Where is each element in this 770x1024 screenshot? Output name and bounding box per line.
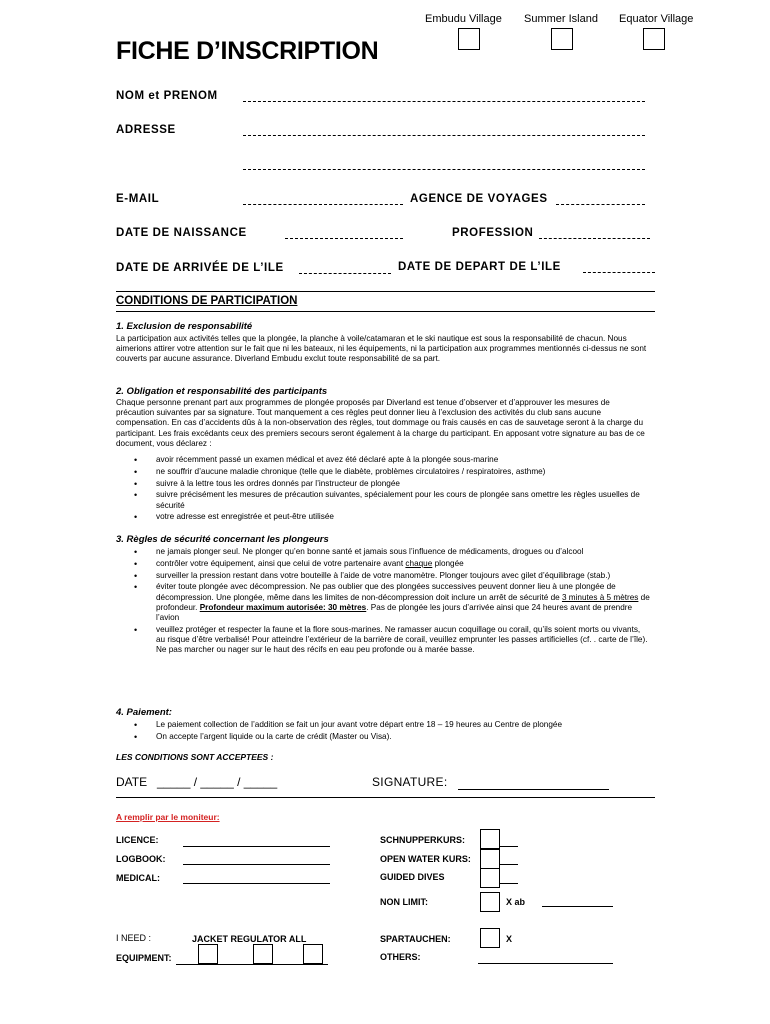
agence-label: AGENCE DE VOYAGES (410, 193, 548, 205)
section-2-list (130, 455, 650, 524)
guided-dives-line (500, 883, 518, 884)
village-label-summer: Summer Island (524, 13, 598, 25)
guided-dives-checkbox[interactable] (480, 868, 500, 888)
list-item: • ne souffrir d’aucune maladie chronique (telle que le diabète, problèmes circulatoires / respiratoires, asthme) (130, 467, 650, 477)
ineed-label: I NEED : (116, 933, 152, 943)
moniteur-heading: A remplir par le moniteur: (116, 812, 220, 822)
x-label: X (506, 934, 513, 944)
date-label: DATE (116, 775, 148, 789)
list-item: • veuillez protéger et respecter la faune et la flore sous-marines. Ne ramasser aucun coquillage ou corail, qu’ils soient morts ou vivants, au risque d’être verbalisé! Pour atteindre l’extérieur de la barrière de corail, veuillez emprunter les passes artificielles (cf. . carte de l’île). Ne pas marcher ou nager sur le haut des récifs en eau peu profonde ou à marée basse. (130, 625, 650, 656)
signature-field[interactable] (458, 789, 609, 790)
email-label: E-MAIL (116, 193, 160, 205)
nonlimit-label: NON LIMIT: (380, 897, 428, 907)
list-item (130, 559, 650, 569)
checkbox-embudu[interactable] (458, 28, 480, 50)
profession-label: PROFESSION (452, 227, 534, 239)
section-2-text: Chaque personne prenant part aux programmes de plongée proposés par Diverland est tenue d’observer et d’approuver les mesures de précaution suivantes par sa signature. Tout manquement a ces règles peut donner lieu à l’exclusion des activités du club sans aucune compensation. En cas d’accidents dûs à la non-observation des règles, tout dommage ou frais causés en cas de sauvetage seront à la charge du participant. Les frais excédants ceux des premiers secours seront également à la charge du participant. En apposant votre signature au bas de ce document, vous déclarez : (116, 398, 645, 448)
section-3-list (130, 547, 650, 657)
medical-field[interactable] (183, 883, 330, 884)
schnupperkurs-line (500, 846, 518, 847)
all-checkbox[interactable] (303, 944, 323, 964)
logbook-label: LOGBOOK: (116, 854, 166, 864)
schnupperkurs-checkbox[interactable] (480, 829, 500, 849)
logbook-field[interactable] (183, 864, 330, 865)
signature-label: SIGNATURE: (372, 775, 448, 789)
arrivee-field[interactable] (299, 273, 391, 274)
licence-label: LICENCE: (116, 835, 159, 845)
conditions-accepted: LES CONDITIONS SONT ACCEPTEES : (116, 752, 274, 762)
divider-bottom (116, 797, 655, 798)
depart-label: DATE DE DEPART DE L’ILE (398, 261, 561, 273)
adresse-label: ADRESSE (116, 124, 176, 136)
section-3-title: 3. Règles de sécurité concernant les plongeurs (116, 534, 329, 545)
depart-field[interactable] (583, 272, 655, 273)
section-2-title: 2. Obligation et responsabilité des participants (116, 386, 328, 397)
village-label-equator: Equator Village (619, 13, 694, 25)
list-item: • suivre à la lettre tous les ordres donnés par l’instructeur de plongée (130, 479, 650, 489)
list-item: • On accepte l’argent liquide ou la carte de crédit (Master ou Visa). (130, 732, 650, 742)
list-item: • avoir récemment passé un examen médical et avez été déclaré apte à la plongée sous-marine (130, 455, 650, 465)
guided-dives-label: GUIDED DIVES (380, 872, 445, 882)
others-field[interactable] (478, 963, 613, 964)
section-4-list (130, 720, 650, 744)
equipment-label: EQUIPMENT: (116, 953, 172, 963)
list-item: • Le paiement collection de l’addition se fait un jour avant votre départ entre 18 – 19 heures au Centre de plongée (130, 720, 650, 730)
medical-label: MEDICAL: (116, 873, 160, 883)
openwater-checkbox[interactable] (480, 849, 500, 869)
adresse-field-2[interactable] (243, 169, 645, 170)
spartauchen-checkbox[interactable] (480, 928, 500, 948)
village-label-embudu: Embudu Village (425, 13, 502, 25)
list-text: contrôler votre équipement, ainsi que celui de votre partenaire avant (156, 558, 406, 568)
list-text-underlined: 3 minutes à 5 mètres (561, 592, 639, 602)
email-field[interactable] (243, 204, 403, 205)
nom-field[interactable] (243, 101, 645, 102)
section-1-text: La participation aux activités telles que la plongée, la planche à voile/catamaran et le ski nautique est sous la responsabilité de chacun. Nous aimerions attirer votre attention sur le fait que ni les bateaux, ni les équipements, ni la participation aux programmes mentionnés ci-dessus ne sont couverts par aucune assurance. Diverland Embudu exclut toute responsabilité de sa part. (116, 334, 647, 364)
section-1-title: 1. Exclusion de responsabilité (116, 321, 253, 332)
page-title: FICHE D’INSCRIPTION (116, 37, 379, 65)
list-item: • suivre précisément les mesures de précaution suivantes, spécialement pour les cours de plongée sans omettre les règles usuelles de sécurité (130, 490, 650, 510)
list-text: éviter toute plongée avec décompression. Ne pas oublier que des plongées successives peuvent donner lieu à une plongée de décompression. Une plongée, même dans les limites de non-décompression doit inclure un arrêt de sécurité de (156, 582, 616, 602)
adresse-field-1[interactable] (243, 135, 645, 136)
checkbox-equator[interactable] (643, 28, 665, 50)
others-label: OTHERS: (380, 952, 421, 962)
divider-conditions (116, 311, 655, 312)
x-ab-label: X ab (506, 897, 526, 907)
list-text: plongée (432, 558, 464, 568)
arrivee-label: DATE DE ARRIVÉE DE L’ILE (116, 262, 284, 274)
list-item: • votre adresse est enregistrée et peut-être utilisée (130, 512, 650, 522)
list-text-underlined-bold: Profondeur maximum autorisée: 30 mètres (199, 602, 367, 612)
list-text-underlined: chaque (405, 558, 433, 568)
openwater-line (500, 864, 518, 865)
licence-field[interactable] (183, 846, 330, 847)
equipment-line (176, 964, 328, 965)
regulator-checkbox[interactable] (253, 944, 273, 964)
nom-label: NOM et PRENOM (116, 90, 218, 102)
nonlimit-field[interactable] (542, 906, 613, 907)
list-item: • ne jamais plonger seul. Ne plonger qu’en bonne santé et jamais sous l’influence de médicaments, drogues ou d’alcool (130, 547, 650, 557)
divider-top (116, 291, 655, 292)
list-text: . Pas de plongée les jours d’arrivée ainsi que 24 heures avant de prendre l’avion (156, 602, 633, 622)
list-item (130, 582, 650, 623)
date-field[interactable]: _____ / _____ / _____ (157, 775, 278, 789)
conditions-heading: CONDITIONS DE PARTICIPATION (116, 295, 298, 307)
spartauchen-label: SPARTAUCHEN: (380, 934, 451, 944)
checkbox-summer-island[interactable] (551, 28, 573, 50)
jacket-checkbox[interactable] (198, 944, 218, 964)
list-text: de profondeur. (156, 592, 650, 612)
agence-field[interactable] (556, 204, 645, 205)
naissance-field[interactable] (285, 238, 403, 239)
openwater-label: OPEN WATER KURS: (380, 854, 471, 864)
schnupperkurs-label: SCHNUPPERKURS: (380, 835, 466, 845)
list-item: • surveiller la pression restant dans votre bouteille à l’aide de votre manomètre. Plonger toujours avec gilet d’équilibrage (stab.) (130, 571, 650, 581)
section-4-title: 4. Paiement: (116, 707, 172, 718)
profession-field[interactable] (539, 238, 650, 239)
nonlimit-checkbox[interactable] (480, 892, 500, 912)
equipment-items-label: JACKET REGULATOR ALL (192, 934, 307, 944)
naissance-label: DATE DE NAISSANCE (116, 227, 247, 239)
